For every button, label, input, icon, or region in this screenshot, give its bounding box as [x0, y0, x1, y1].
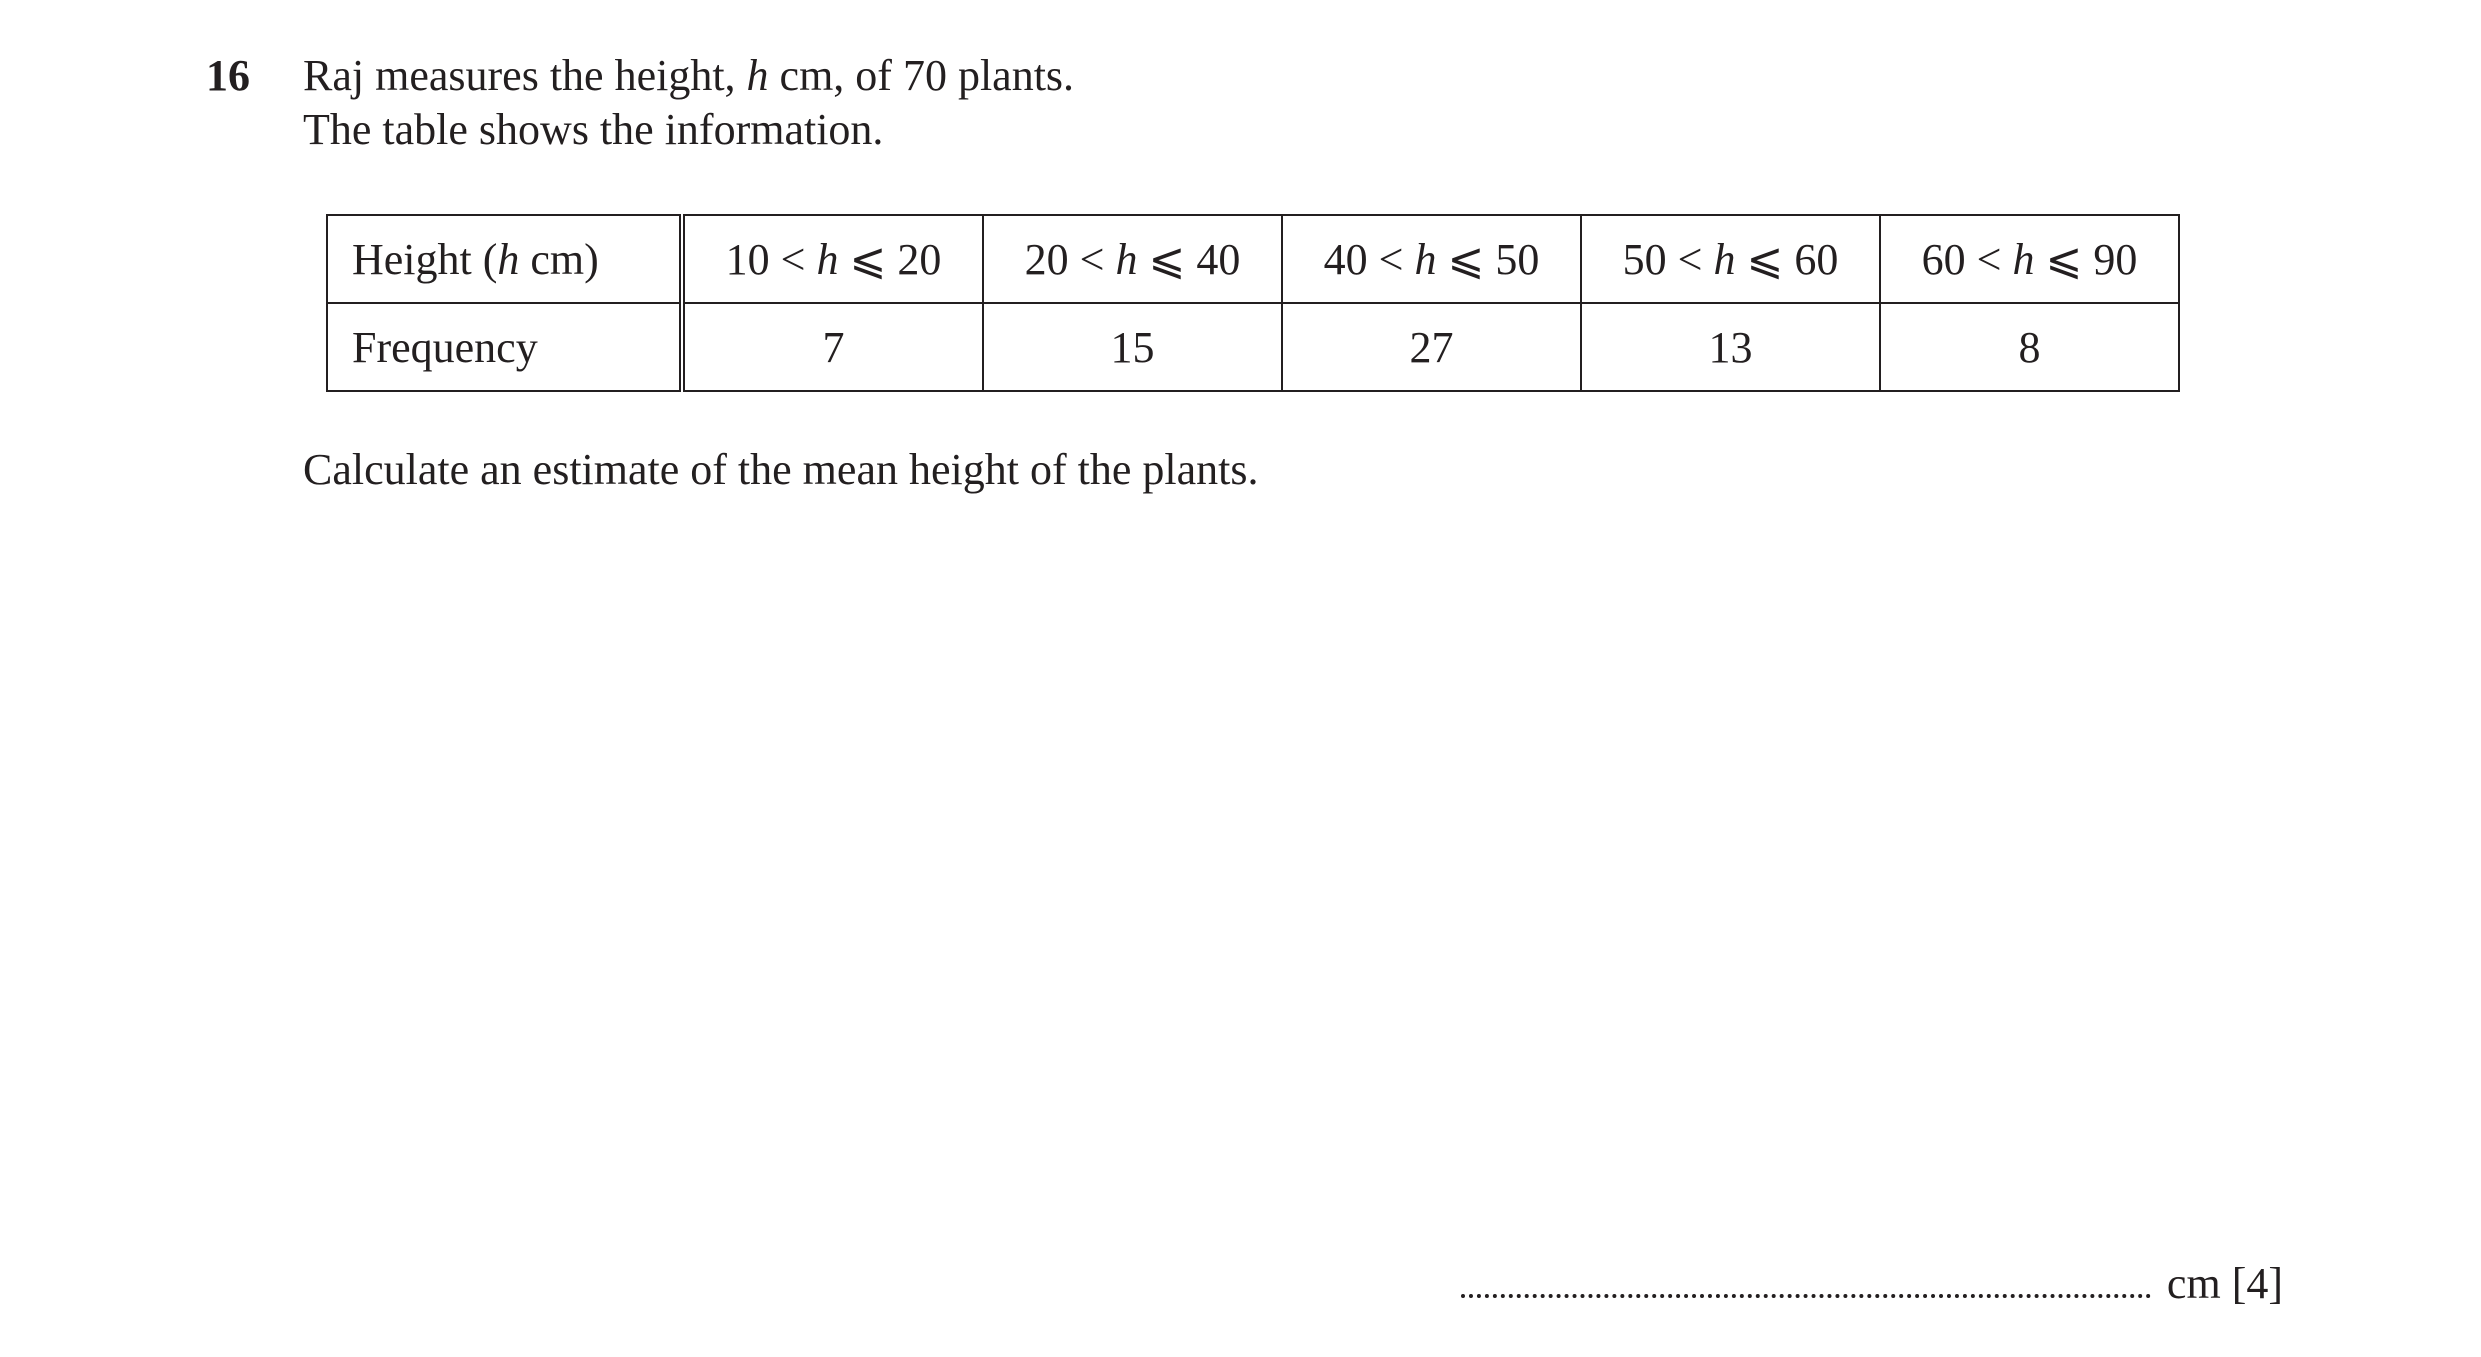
interval-cell	[983, 215, 1282, 303]
variable-h: h	[1414, 234, 1437, 284]
interval-low: 20	[1024, 234, 1069, 284]
answer-blank[interactable]	[1461, 1264, 2151, 1298]
frequency-cell: 15	[983, 303, 1282, 391]
variable-h: h	[2012, 234, 2035, 284]
answer-unit: cm	[2166, 1259, 2221, 1308]
lt-symbol: <	[780, 234, 806, 284]
row-header-height	[327, 215, 682, 303]
le-symbol: ⩽	[2045, 234, 2083, 284]
frequency-cell: 7	[682, 303, 983, 391]
variable-h: h	[1713, 234, 1736, 284]
frequency-cell: 13	[1581, 303, 1880, 391]
interval-high: 60	[1794, 234, 1839, 284]
table-row-frequency	[327, 303, 2179, 391]
variable-h: h	[816, 234, 839, 284]
variable-h: h	[1115, 234, 1138, 284]
row-header-text: Height (	[352, 234, 498, 284]
answer-line	[1461, 1258, 2283, 1310]
interval-high: 40	[1196, 234, 1241, 284]
interval-high: 90	[2093, 234, 2138, 284]
interval-low: 10	[725, 234, 770, 284]
row-header-text: cm)	[519, 234, 599, 284]
question-instruction: Calculate an estimate of the mean height of the plants.	[303, 445, 1259, 494]
interval-low: 60	[1921, 234, 1966, 284]
interval-cell	[1880, 215, 2179, 303]
le-symbol: ⩽	[1148, 234, 1186, 284]
le-symbol: ⩽	[1746, 234, 1784, 284]
question-text-part: cm, of 70 plants.	[768, 51, 1075, 100]
le-symbol: ⩽	[1447, 234, 1485, 284]
question-number: 16	[206, 51, 250, 100]
interval-cell	[1581, 215, 1880, 303]
lt-symbol: <	[1976, 234, 2002, 284]
frequency-cell: 27	[1282, 303, 1581, 391]
question-text-line-1	[303, 50, 1074, 102]
interval-low: 50	[1622, 234, 1667, 284]
row-header-frequency: Frequency	[327, 303, 682, 391]
interval-cell	[1282, 215, 1581, 303]
interval-cell	[682, 215, 983, 303]
lt-symbol: <	[1378, 234, 1404, 284]
interval-low: 40	[1323, 234, 1368, 284]
lt-symbol: <	[1677, 234, 1703, 284]
interval-high: 20	[897, 234, 942, 284]
question-text-part: Raj measures the height,	[303, 51, 747, 100]
answer-marks: [4]	[2231, 1259, 2283, 1308]
question-text-line-2: The table shows the information.	[303, 105, 884, 154]
variable-h: h	[497, 234, 520, 284]
le-symbol: ⩽	[849, 234, 887, 284]
table-row-height	[327, 215, 2179, 303]
variable-h: h	[746, 51, 769, 100]
lt-symbol: <	[1079, 234, 1105, 284]
frequency-cell: 8	[1880, 303, 2179, 391]
interval-high: 50	[1495, 234, 1540, 284]
frequency-table	[326, 214, 2180, 392]
